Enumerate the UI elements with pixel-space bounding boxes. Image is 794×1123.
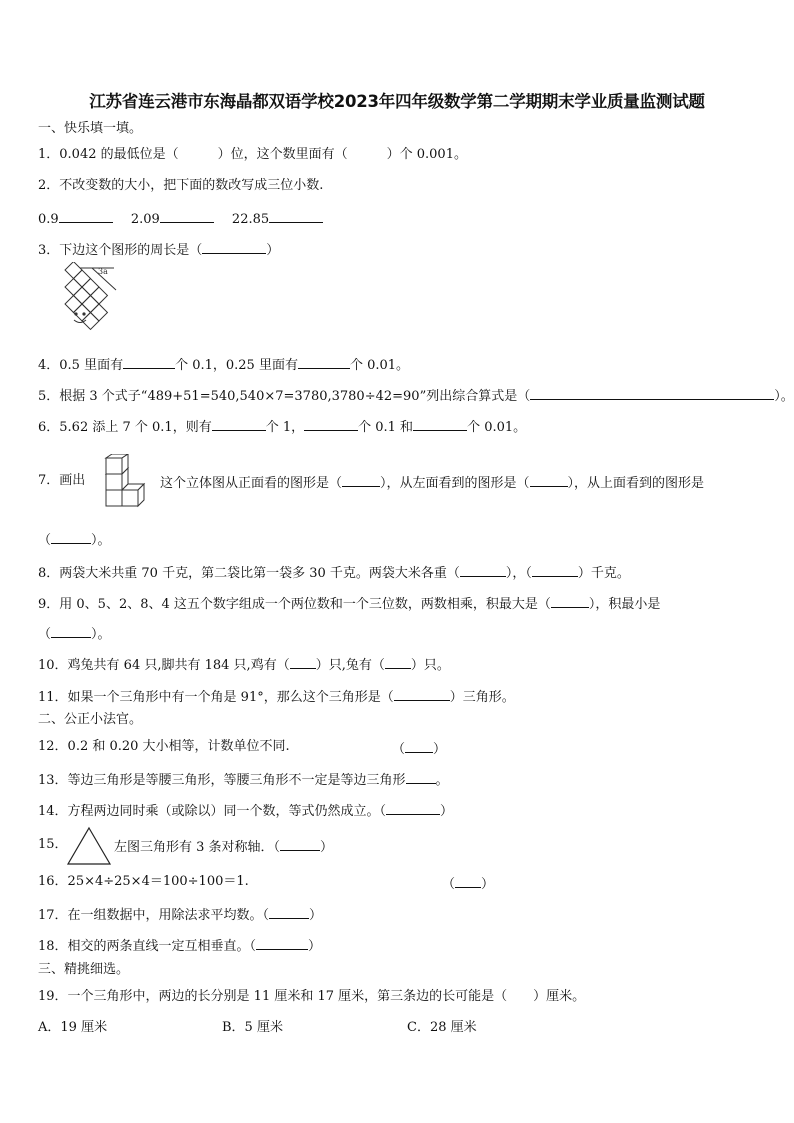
question-6: 6．5.62 添上 7 个 0.1，则有 个 1， 个 0.1 和 个 0.01。 (38, 416, 526, 437)
question-9-continued: （ ）。 (38, 623, 111, 644)
question-10: 10．鸡兔共有 64 只,脚共有 184 只,鸡有（ ）只,兔有（ ）只。 (38, 654, 450, 675)
question-19-option-a[interactable]: A．19 厘米 (38, 1020, 108, 1035)
question-5: 5．根据 3 个式子“489+51=540,540×7=3780,3780÷42=90”列出综合算式是（ ）。 (38, 385, 794, 406)
question-15-number: 15． (38, 837, 68, 852)
page-title: 江苏省连云港市东海晶都双语学校2023年四年级数学第二学期期末学业质量监测试题 (89, 92, 705, 111)
question-15: 左图三角形有 3 条对称轴．（ ） (114, 836, 333, 857)
question-4: 4．0.5 里面有 个 0.1，0.25 里面有 个 0.01。 (38, 354, 409, 375)
cube-figure (96, 454, 148, 510)
triangle-icon (66, 826, 112, 866)
question-8: 8．两袋大米共重 70 千克，第二袋比第一袋多 30 千克。两袋大米各重（ ），（ ）千克。 (38, 562, 630, 583)
question-12: 12．0.2 和 0.20 大小相等，计数单位不同. (38, 739, 290, 754)
item-a: 0.9 (38, 212, 59, 227)
question-16-answer: （ ） (442, 873, 494, 894)
question-7-continued: （ ）。 (38, 529, 111, 550)
question-7-lead: 7．画出 (38, 473, 86, 488)
section-2-heading: 二、公正小法官。 (38, 712, 143, 727)
question-3: 3．下边这个图形的周长是（ ） (38, 239, 279, 260)
question-1: 1．0.042 的最低位是（ ）位，这个数里面有（ ）个 0.001。 (38, 147, 467, 162)
section-1-heading: 一、快乐填一填。 (38, 121, 143, 136)
question-9: 9．用 0、5、2、8、4 这五个数字组成一个两位数和一个三位数，两数相乘，积最大是（ ），积最小是 (38, 593, 660, 614)
question-19: 19．一个三角形中，两边的长分别是 11 厘米和 17 厘米，第三条边的长可能是（ ）厘米。 (38, 989, 586, 1004)
question-12-answer: （ ） (392, 738, 446, 759)
question-18: 18．相交的两条直线一定互相垂直。（ ） (38, 935, 321, 956)
question-11: 11．如果一个三角形中有一个角是 91°，那么这个三角形是（ ）三角形。 (38, 686, 515, 707)
question-2-items (38, 208, 323, 229)
question-19-option-b[interactable]: B．5 厘米 (222, 1020, 283, 1035)
question-17: 17．在一组数据中，用除法求平均数。（ ） (38, 904, 322, 925)
question-19-option-c[interactable]: C．28 厘米 (407, 1020, 477, 1035)
section-3-heading: 三、精挑细选。 (38, 962, 130, 977)
question-14: 14．方程两边同时乘（或除以）同一个数，等式仍然成立。（ ） (38, 800, 453, 821)
question-13: 13．等边三角形是等腰三角形，等腰三角形不一定是等边三角形 。 (38, 769, 449, 790)
perimeter-figure (38, 262, 128, 344)
figure-label: 3a (98, 267, 108, 276)
question-7: 这个立体图从正面看的图形是（ ），从左面看到的图形是（ ），从上面看到的图形是 (160, 472, 704, 493)
item-b: 2.09 (130, 212, 160, 227)
item-c: 22.85 (231, 212, 270, 227)
question-16: 16．25×4÷25×4＝100÷100＝1. (38, 874, 249, 889)
question-2: 2．不改变数的大小，把下面的数改写成三位小数. (38, 178, 324, 193)
